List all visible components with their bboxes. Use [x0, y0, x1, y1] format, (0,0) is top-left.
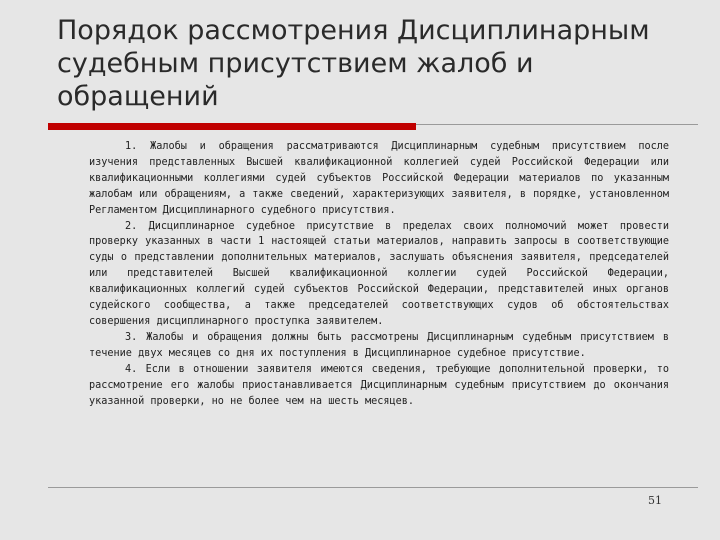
- paragraph-3: 3. Жалобы и обращения должны быть рассмотрены Дисциплинарным судебным присутствием в течение двух месяцев со дня их поступления в Дисциплинарное судебное присутствие.: [89, 331, 669, 359]
- paragraph-1: 1. Жалобы и обращения рассматриваются Дисциплинарным судебным присутствием после изучения представленных Высшей квалификационной коллегией судей Российской Федерации или квалификационными коллегиями судей субъектов Российской Федерации материалов по указанным жалобам или обращениям, а также сведений, характеризующих заявителя, в порядке, установленном Регламентом Дисциплинарного судебного присутствия.: [89, 141, 669, 216]
- slide-body: [89, 139, 669, 409]
- paragraph-4: 4. Если в отношении заявителя имеются сведения, требующие дополнительной проверки, то рассмотрение его жалобы приостанавливается Дисциплинарным судебным присутствием до окончания указанной проверки, но не более чем на шесть месяцев.: [89, 363, 669, 407]
- title-accent-bar: [48, 123, 416, 130]
- paragraph-2: 2. Дисциплинарное судебное присутствие в пределах своих полномочий может провести проверку указанных в части 1 настоящей статьи материалов, направить запросы в соответствующие суды о представлении дополнительных материалов, заслушать объяснения заявителя, председателей или представителей Высшей квалификационной коллегии судей Российской Федерации, квалификационных коллегий судей субъектов Российской Федерации, представителей иных органов судейского сообщества, а также председателей соответствующих судов об обстоятельствах совершения дисциплинарного проступка заявителем.: [89, 220, 669, 327]
- footer-divider-line: [48, 487, 698, 488]
- page-number: 51: [648, 494, 662, 507]
- slide-title: Порядок рассмотрения Дисциплинарным судебным присутствием жалоб и обращений: [57, 15, 650, 112]
